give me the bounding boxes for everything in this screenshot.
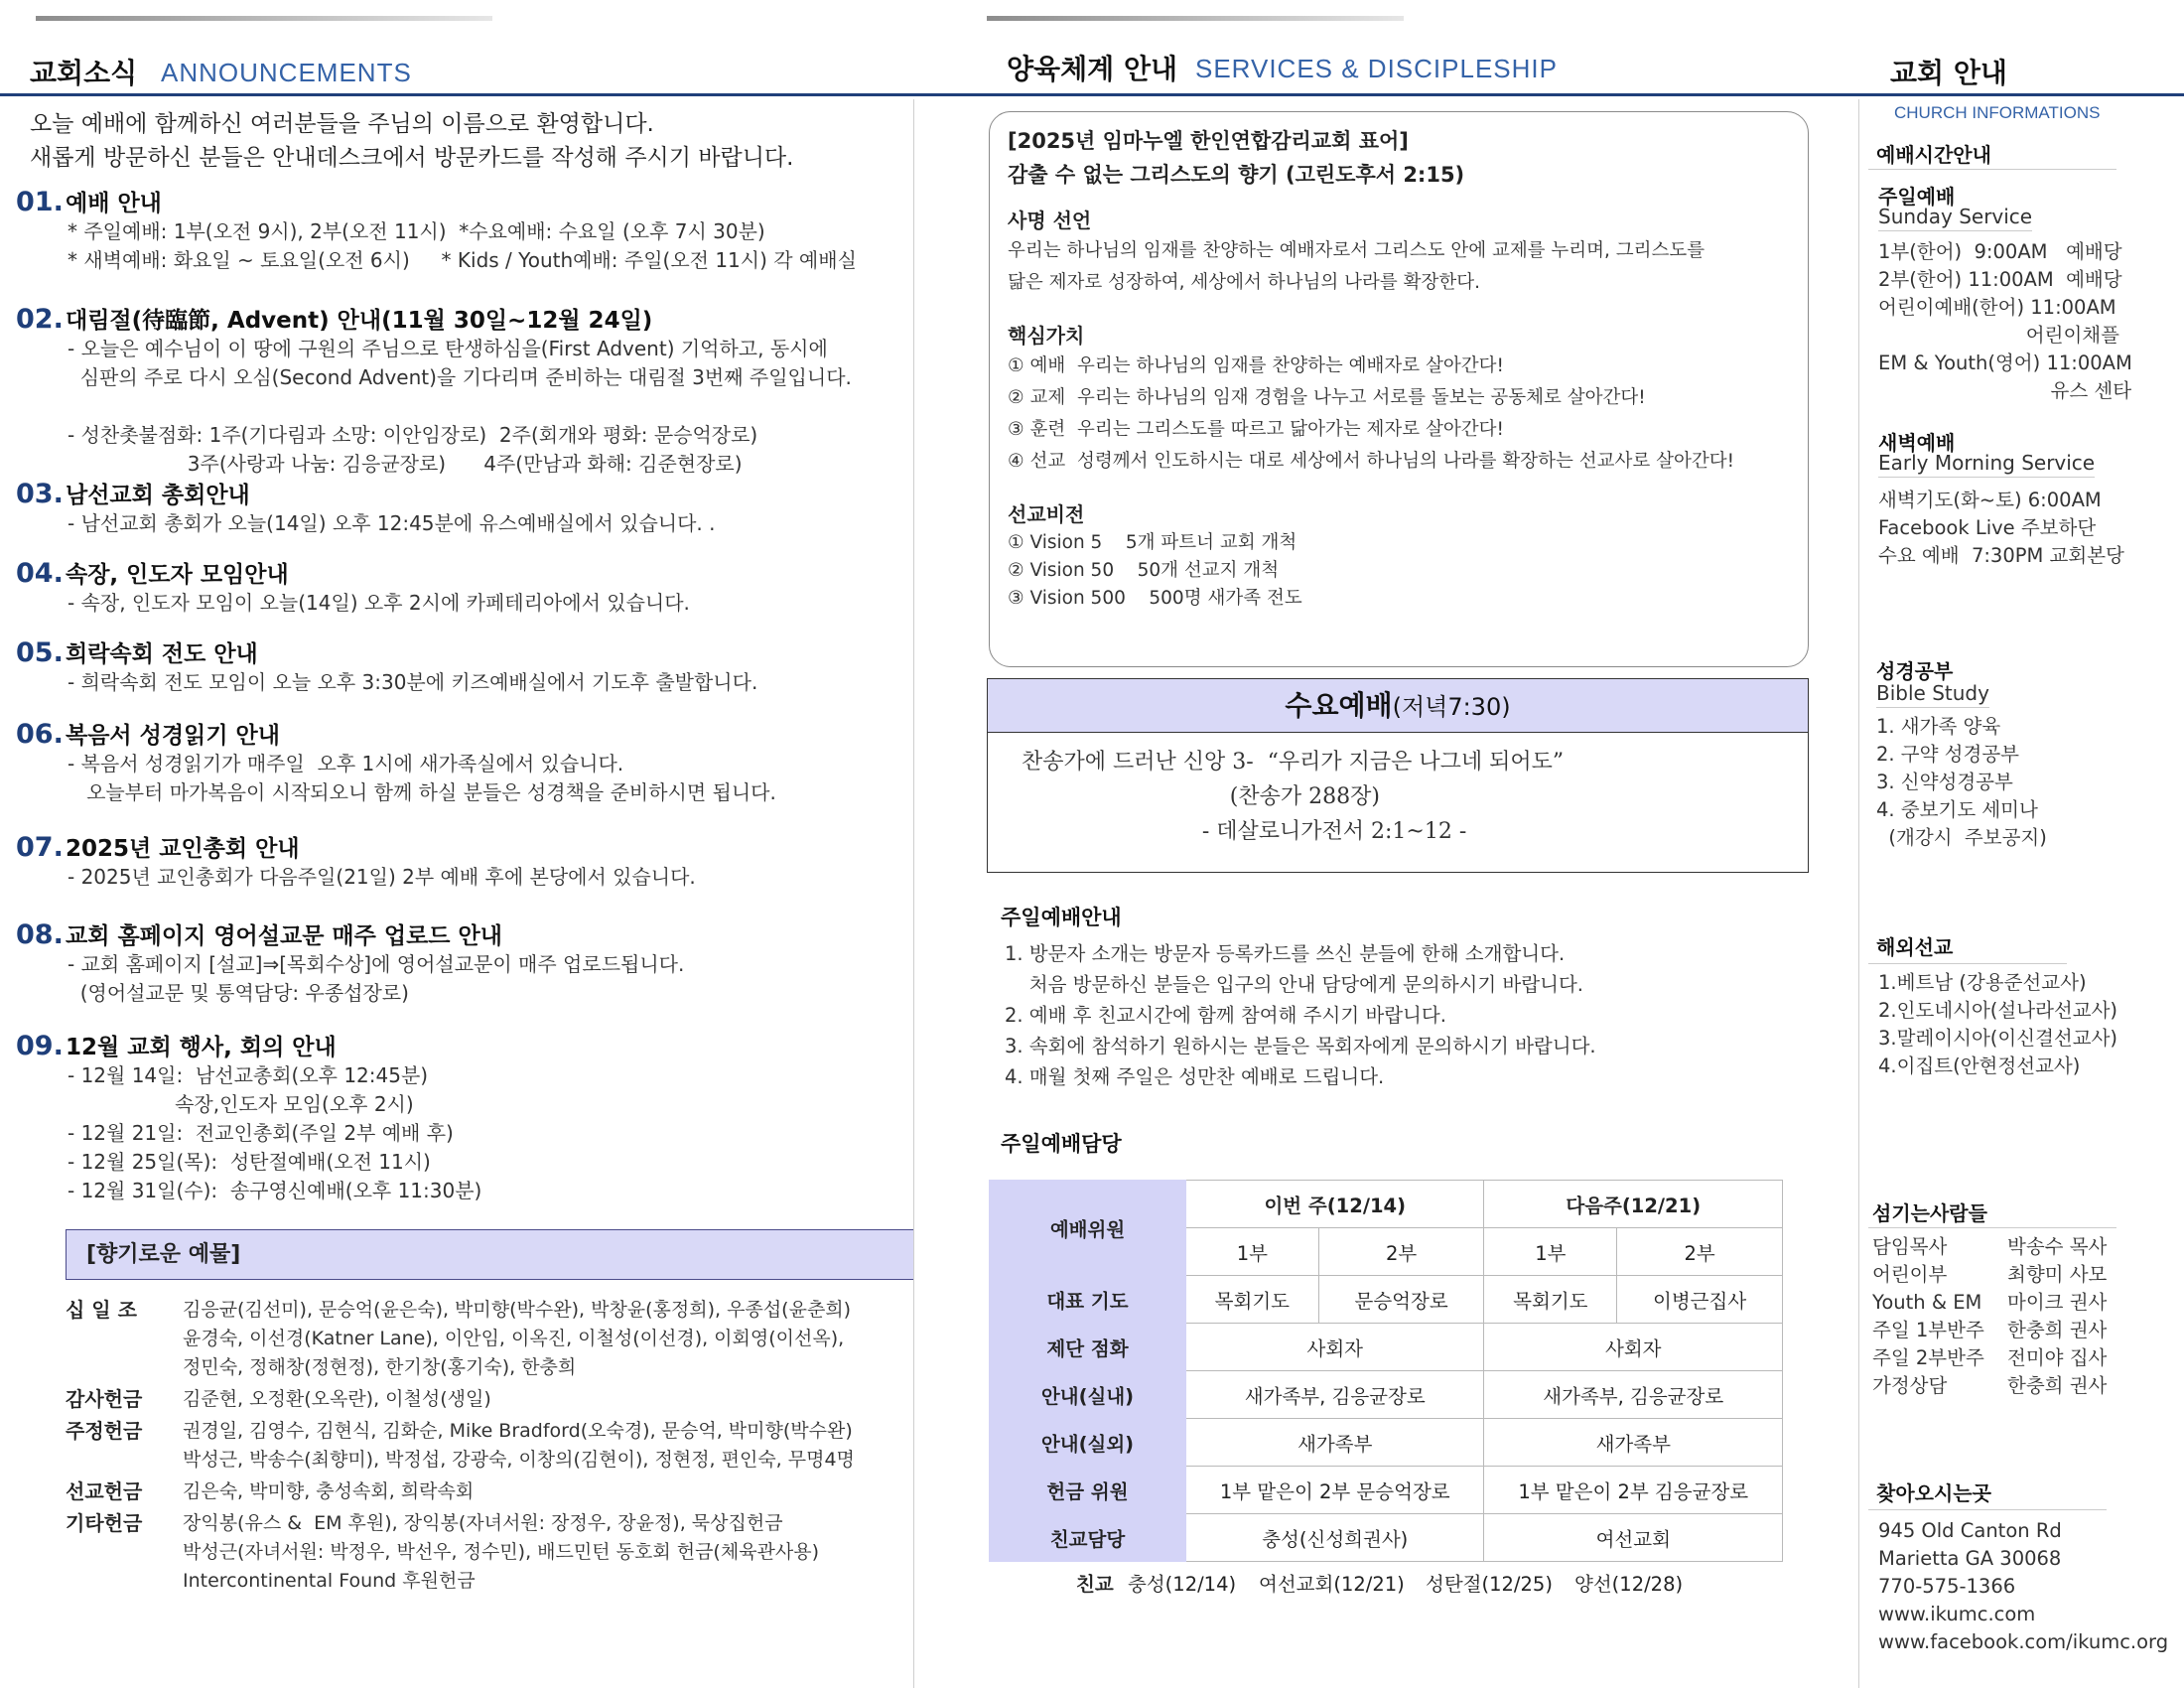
staff-name: 한충희 권사: [2007, 1374, 2108, 1397]
table-row: [990, 1324, 1783, 1371]
announcement-item: [16, 635, 909, 697]
church-address: 945 Old Canton Rd Marietta GA 30068 770-575-1366 www.ikumc.com www.facebook.com/ikumc.org: [1878, 1519, 2169, 1653]
offering-label: 감사헌금: [66, 1387, 143, 1411]
staff-name: 박송수 목사: [2007, 1235, 2108, 1258]
vision-box: [989, 111, 1809, 667]
announcement-number: 05.: [16, 637, 64, 668]
offering-row: [66, 1385, 909, 1414]
announcement-item: [16, 1029, 909, 1205]
announcement-title: 12월 교회 행사, 회의 안내: [66, 1035, 337, 1060]
announcement-item: [16, 556, 909, 618]
table-cell: 새가족부: [1484, 1419, 1783, 1467]
offering-label: 십 일 조: [66, 1298, 137, 1322]
vision-heading: 선교비전: [1008, 502, 1085, 526]
mission-heading: 사명 선언: [1008, 209, 1092, 232]
staff-row: [1872, 1317, 2107, 1344]
announcement-title: 2025년 교인총회 안내: [66, 836, 300, 862]
this-week-header: 이번 주(12/14): [1186, 1181, 1484, 1228]
overseas-mission-heading: 해외선교: [1876, 935, 1954, 959]
announcement-title: 교회 홈페이지 영어설교문 매주 업로드 안내: [66, 923, 502, 949]
staff-role: Youth & EM: [1872, 1291, 1982, 1314]
announcement-header: [16, 185, 909, 217]
motto-title: [2025년 임마누엘 한인연합감리교회 표어]: [1008, 129, 1409, 153]
announcement-title: 희락속회 전도 안내: [66, 641, 258, 667]
staff-row: [1872, 1261, 2107, 1289]
wednesday-service-time: (저녁7:30): [1392, 693, 1511, 721]
fellowship-item: 양선(12/28): [1574, 1573, 1684, 1596]
overseas-mission-list: 1.베트남 (강용준선교사) 2.인도네시아(설나라선교사) 3.말레이시아(이신결선교사) 4.이집트(안현정선교사): [1878, 971, 2118, 1077]
announcement-header: [16, 302, 909, 335]
announcement-body: - 오늘은 예수님이 이 땅에 구원의 주님으로 탄생하심을(First Advent) 기억하고, 동시에 심판의 주로 다시 오심(Second Advent)을 기다리며 준비하는 대림절 3번째 주일입니다. - 성찬촛불점화: 1주(기다림과 소망: 이안임장로) 2주(회개와 평화: 문승억장로) 3주(사랑과 나눔: 김응균장로) 4주(만남과 화해: 김준현장로): [68, 337, 852, 476]
announcements-title: 교회소식: [30, 57, 138, 89]
table-cell: 1부 맡은이 2부 문승억장로: [1186, 1467, 1484, 1514]
announcement-body: - 남선교회 총회가 오늘(14일) 오후 12:45분에 유스예배실에서 있습니다. .: [68, 511, 716, 535]
announcement-number: 02.: [16, 304, 64, 335]
table-row: [990, 1467, 1783, 1514]
announcement-header: [16, 917, 909, 950]
announcement-title: 속장, 인도자 모임안내: [66, 562, 289, 588]
announcements-title-en: ANNOUNCEMENTS: [161, 58, 412, 87]
column-divider-1: [913, 99, 914, 1688]
announcement-item: [16, 830, 909, 892]
sunday-service-en: Sunday Service: [1878, 205, 2032, 231]
wednesday-service-title: 수요예배: [1285, 689, 1393, 722]
announcement-item: [16, 917, 909, 1008]
announcement-body: - 복음서 성경읽기가 매주일 오후 1시에 새가족실에서 있습니다. 오늘부터 마가복음이 시작되오니 함께 하실 분들은 성경책을 준비하시면 됩니다.: [68, 752, 776, 804]
offering-names: 장익봉(유스 & EM 후원), 장익봉(자녀서원: 장정우, 장윤정), 묵상집헌금 박성근(자녀서원: 박정우, 박선우, 정수민), 배드민턴 동호회 헌금(체육관사용) Intercontinental Found 후원헌금: [183, 1512, 820, 1592]
announcement-body: - 교회 홈페이지 [설교]⇒[목회수상]에 영어설교문이 매주 업로드됩니다. (영어설교문 및 통역담당: 우종섭장로): [68, 952, 685, 1005]
staff-role: 주일 1부반주: [1872, 1319, 1984, 1341]
welcome-text: 오늘 예배에 함께하신 여러분들을 주님의 이름으로 환영합니다. 새롭게 방문하신 분들은 안내데스크에서 방문카드를 작성해 주시기 바랍니다.: [30, 111, 794, 171]
table-cell: 문승억장로: [1318, 1276, 1484, 1324]
bible-study-heading: 성경공부: [1876, 659, 1954, 683]
part2-header: 2부: [1617, 1228, 1783, 1276]
staff-role: 가정상담: [1872, 1374, 1948, 1397]
offering-names: 권경일, 김영수, 김현식, 김화순, Mike Bradford(오숙경), 문승억, 박미향(박수완) 박성근, 박송수(최향미), 박정섭, 강광숙, 이창의(김현이), 정현정, 편인숙, 무명4명: [183, 1420, 855, 1471]
announcement-header: [16, 556, 909, 589]
table-cell: 여선교회: [1484, 1514, 1783, 1562]
announcement-header: [16, 635, 909, 668]
row-label: 제단 점화: [990, 1324, 1186, 1371]
offering-heading: [향기로운 예물]: [66, 1229, 913, 1280]
divider: [1868, 963, 2067, 964]
fellowship-item: 성탄절(12/25): [1426, 1573, 1553, 1596]
offering-row: [66, 1417, 909, 1475]
bible-study-list: 1. 새가족 양육 2. 구약 성경공부 3. 신약성경공부 4. 중보기도 세미나 (개강시 주보공지): [1876, 715, 2047, 849]
announcement-item: [16, 717, 909, 807]
announcement-number: 01.: [16, 187, 64, 217]
wednesday-service-heading: [988, 679, 1808, 733]
staff-row: [1872, 1233, 2107, 1261]
offering-label: 주정헌금: [66, 1419, 143, 1443]
offering-row: [66, 1477, 909, 1506]
announcement-number: 09.: [16, 1031, 64, 1061]
staff-row: [1872, 1372, 2107, 1400]
announcement-body: * 주일예배: 1부(오전 9시), 2부(오전 11시) *수요예배: 수요일 (오후 7시 30분) * 새벽예배: 화요일 ~ 토요일(오전 6시) * Kids / Youth예배: 주일(오전 11시) 각 예배실: [68, 219, 857, 272]
staff-name: 전미야 집사: [2007, 1346, 2108, 1369]
offering-row: [66, 1509, 909, 1596]
fellowship-schedule: [1001, 1569, 1854, 1597]
column-divider-2: [1858, 99, 1859, 1688]
table-cell: 새가족부: [1186, 1419, 1484, 1467]
announcement-header: [16, 477, 909, 509]
sunday-service-heading: 주일예배: [1878, 185, 1956, 209]
part2-header: 2부: [1318, 1228, 1484, 1276]
header-rule: [0, 93, 2184, 96]
church-title: 교회 안내: [1890, 57, 2007, 89]
staff-role: 어린이부: [1872, 1263, 1948, 1286]
announcement-title: 대림절(待臨節, Advent) 안내(11월 30일~12월 24일): [66, 308, 653, 334]
top-rule-left: [36, 16, 492, 21]
row-label: 안내(실외): [990, 1419, 1186, 1467]
next-week-header: 다음주(12/21): [1484, 1181, 1783, 1228]
wednesday-sermon: 찬송가에 드러난 신앙 3- “우리가 지금은 나그네 되어도” (찬송가 288장) - 데살로니가전서 2:1~12 -: [1022, 750, 1565, 844]
announcement-number: 06.: [16, 719, 64, 750]
staff-name: 한충희 권사: [2007, 1319, 2108, 1341]
table-row: [990, 1514, 1783, 1562]
announcement-number: 08.: [16, 919, 64, 950]
staff-role: 담임목사: [1872, 1235, 1948, 1258]
table-cell: 1부 맡은이 2부 김응균장로: [1484, 1467, 1783, 1514]
dawn-service-times: 새벽기도(화~토) 6:00AM Facebook Live 주보하단 수요 예배 7:30PM 교회본당: [1878, 489, 2124, 567]
wednesday-service-box: [987, 678, 1809, 873]
staff-role: 주일 2부반주: [1872, 1346, 1984, 1369]
announcement-body: - 희락속회 전도 모임이 오늘 오후 3:30분에 키즈예배실에서 기도후 출발합니다.: [68, 670, 758, 694]
offering-names: 김준현, 오정환(오옥란), 이철성(생일): [183, 1388, 491, 1410]
announcement-number: 03.: [16, 479, 64, 509]
offering-row: [66, 1296, 909, 1382]
table-cell: 사회자: [1484, 1324, 1783, 1371]
table-row: [990, 1276, 1783, 1324]
duty-label-header: 예배위원: [990, 1181, 1186, 1276]
table-cell: 이병근집사: [1617, 1276, 1783, 1324]
services-title-en: SERVICES & DISCIPLESHIP: [1195, 54, 1558, 83]
sunday-notice-heading: 주일예배안내: [1001, 906, 1122, 929]
sunday-notice-list: 1. 방문자 소개는 방문자 등록카드를 쓰신 분들에 한해 소개합니다. 처음 방문하신 분들은 입구의 안내 담당에게 문의하시기 바랍니다. 2. 예배 후 친교시간에 함께 참여해 주시기 바랍니다. 3. 속회에 참석하기 원하시는 분들은 목회자에게 문의하시기 바랍니다. 4. 매월 첫째 주일은 성만찬 예배로 드립니다.: [1005, 942, 1596, 1088]
dawn-service-heading: 새벽예배: [1878, 431, 1956, 455]
announcement-item: [16, 477, 909, 538]
values-text: ① 예배 우리는 하나님의 임재를 찬양하는 예배자로 살아간다! ② 교제 우리는 하나님의 임재 경험을 나누고 서로를 돌보는 공동체로 살아간다! ③ 훈련 우리는 그리스도를 따르고 닮아가는 제자로 살아간다! ④ 선교 성령께서 인도하시는 대로 세상에서 하나님의 나라를 확장하는 선교사로 살아간다!: [1008, 355, 1735, 472]
table-row: [990, 1419, 1783, 1467]
announcement-header: [16, 717, 909, 750]
announcement-header: [16, 830, 909, 863]
staff-heading: 섬기는사람들: [1872, 1201, 1987, 1225]
offering-label: 선교헌금: [66, 1479, 143, 1503]
top-rule-right: [987, 16, 1404, 21]
part1-header: 1부: [1484, 1228, 1617, 1276]
fellowship-item: 충성(12/14): [1128, 1573, 1237, 1596]
row-label: 친교담당: [990, 1514, 1186, 1562]
announcement-number: 04.: [16, 558, 64, 589]
mission-text: 우리는 하나님의 임재를 찬양하는 예배자로서 그리스도 안에 교제를 누리며, 그리스도를 닮은 제자로 성장하여, 세상에서 하나님의 나라를 확장한다.: [1008, 240, 1706, 293]
announcement-title: 남선교회 총회안내: [66, 483, 250, 508]
fellowship-label: 친교: [1076, 1573, 1114, 1596]
church-title-en: CHURCH INFORMATIONS: [1894, 103, 2101, 122]
divider: [1868, 169, 2116, 170]
offering-label: 기타헌금: [66, 1511, 143, 1535]
bible-study-en: Bible Study: [1876, 681, 1989, 708]
table-cell: 새가족부, 김응균장로: [1484, 1371, 1783, 1419]
offering-names: 김응균(김선미), 문승억(윤은숙), 박미향(박수완), 박창윤(홍정희), 우종섭(윤춘희) 윤경숙, 이선경(Katner Lane), 이안임, 이옥진, 이철성(이선경), 이회영(이선옥), 정민숙, 정해창(정현정), 한기창(홍기숙), 한충희: [183, 1299, 852, 1378]
staff-name: 마이크 권사: [2007, 1291, 2108, 1314]
table-cell: 사회자: [1186, 1324, 1484, 1371]
fellowship-item: 여선교회(12/21): [1259, 1573, 1405, 1596]
location-heading: 찾아오시는곳: [1876, 1481, 1991, 1505]
announcement-number: 07.: [16, 832, 64, 863]
announcement-item: [16, 185, 909, 275]
announcement-title: 복음서 성경읽기 안내: [66, 723, 280, 749]
table-row: [990, 1181, 1783, 1228]
part1-header: 1부: [1186, 1228, 1319, 1276]
sunday-service-times: 1부(한어) 9:00AM 예배당 2부(한어) 11:00AM 예배당 어린이예배(한어) 11:00AM 어린이채플 EM & Youth(영어) 11:00AM 유스 센타: [1878, 240, 2132, 402]
table-cell: 충성(신성희권사): [1186, 1514, 1484, 1562]
staff-row: [1872, 1344, 2107, 1372]
motto: 감출 수 없는 그리스도의 향기 (고린도후서 2:15): [1008, 163, 1465, 187]
table-cell: 목회기도: [1484, 1276, 1617, 1324]
table-cell: 새가족부, 김응균장로: [1186, 1371, 1484, 1419]
row-label: 안내(실내): [990, 1371, 1186, 1419]
vision-text: ① Vision 5 5개 파트너 교회 개척 ② Vision 50 50개 선교지 개척 ③ Vision 500 500명 새가족 전도: [1008, 532, 1302, 609]
table-row: [990, 1371, 1783, 1419]
services-title: 양육체계 안내: [1007, 53, 1178, 85]
staff-name: 최향미 사모: [2007, 1263, 2108, 1286]
worship-times-heading: 예배시간안내: [1876, 143, 1991, 167]
announcement-body: - 속장, 인도자 모임이 오늘(14일) 오후 2시에 카페테리아에서 있습니다.: [68, 591, 690, 615]
offering-list: [66, 1296, 909, 1599]
duty-heading: 주일예배담당: [1001, 1132, 1122, 1156]
announcement-body: - 12월 14일: 남선교총회(오후 12:45분) 속장,인도자 모임(오후 2시) - 12월 21일: 전교인총회(주일 2부 예배 후) - 12월 25일(목): 성탄절예배(오전 11시) - 12월 31일(수): 송구영신예배(오후 11:30분): [68, 1063, 482, 1202]
values-heading: 핵심가치: [1008, 324, 1085, 348]
duty-table: [989, 1180, 1783, 1562]
row-label: 대표 기도: [990, 1276, 1186, 1324]
announcement-title: 예배 안내: [66, 191, 162, 216]
offering-names: 김은숙, 박미향, 충성속회, 희락속회: [183, 1480, 475, 1502]
announcement-header: [16, 1029, 909, 1061]
staff-list: [1872, 1233, 2107, 1400]
table-cell: 목회기도: [1186, 1276, 1319, 1324]
row-label: 헌금 위원: [990, 1467, 1186, 1514]
staff-row: [1872, 1289, 2107, 1317]
dawn-service-en: Early Morning Service: [1878, 451, 2095, 478]
divider: [1868, 1509, 2107, 1510]
announcement-item: [16, 302, 909, 479]
divider: [1868, 1227, 2116, 1228]
announcement-body: - 2025년 교인총회가 다음주일(21일) 2부 예배 후에 본당에서 있습니다.: [68, 865, 696, 889]
